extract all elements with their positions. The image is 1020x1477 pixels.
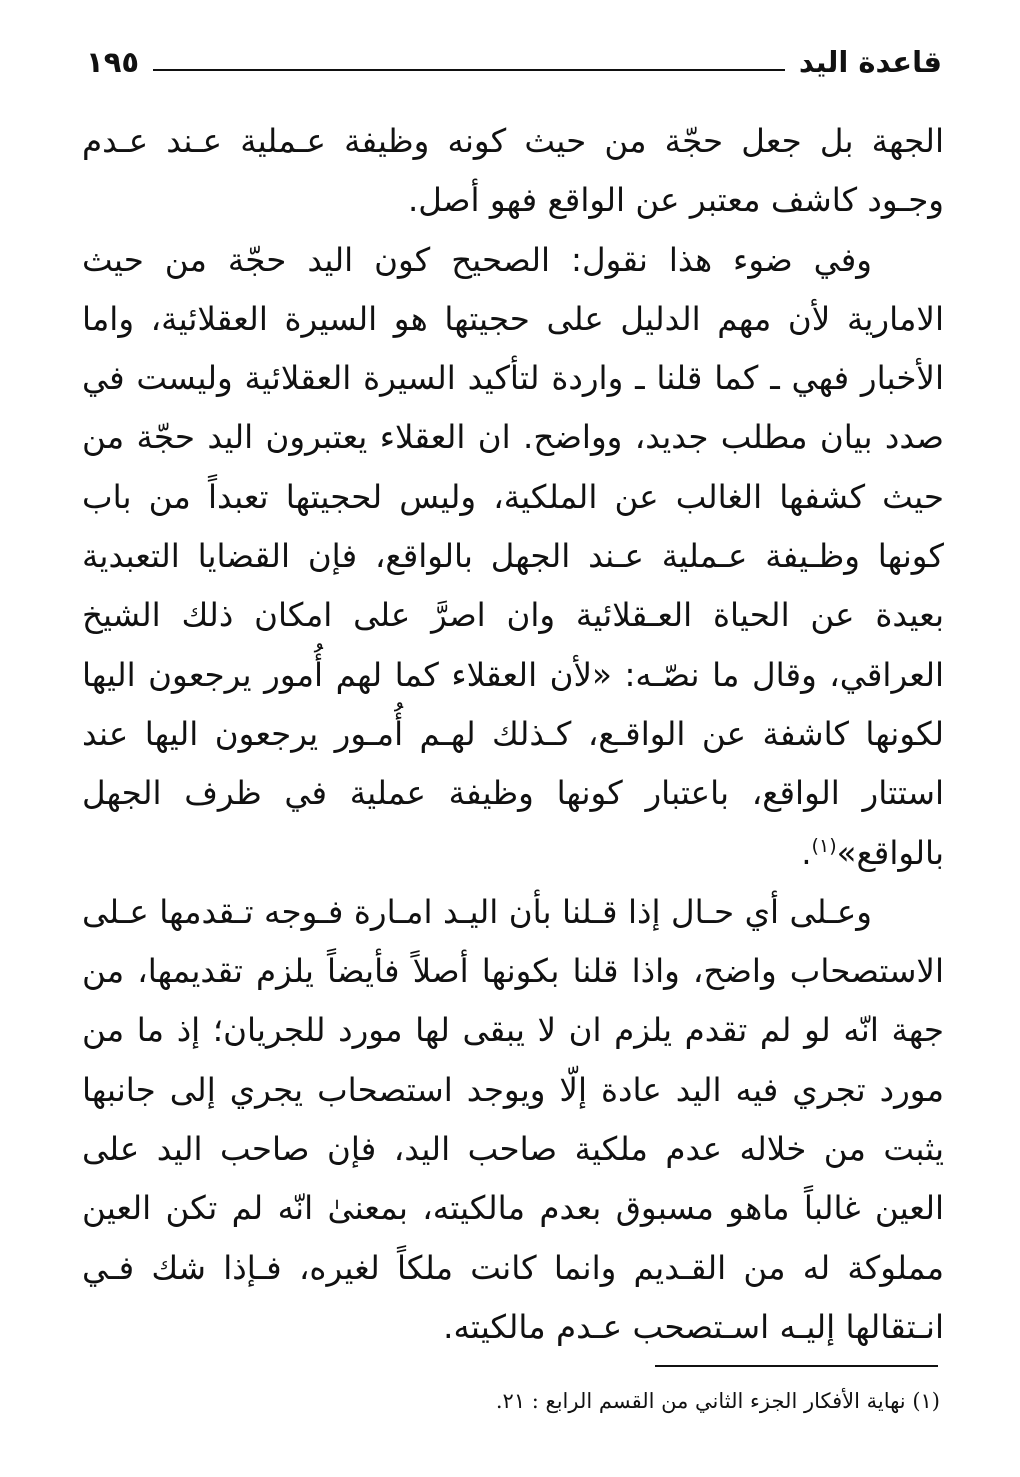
- main-text: [82, 112, 944, 1357]
- header-rule: [153, 69, 785, 71]
- running-header: [86, 40, 942, 84]
- paragraph: وعـلى أي حـال إذا قـلنا بأن اليـد امـارة فـوجه تـقدمها عـلى الاستصحاب واضح، واذا قلنا بكونها أصلاً فأيضاً يلزم تقديمها، من جهة انّه لو لم تقدم يلزم ان لا يبقى لها مورد للجريان؛ إذ ما من مورد تجري فيه اليد عادة إلّا ويوجد استصحاب يجري إلى جانبها يثبت من خلاله عدم ملكية صاحب اليد، فإن صاحب اليد على العين غالباً ماهو مسبوق بعدم مالكيته، بمعنىٰ انّه لم تكن العين مملوكة له من القـديم وانما كانت ملكاً لغيره، فـإذا شك فـي انـتقالها إليـه اسـتصحب عـدم مالكيته.: [82, 892, 944, 1346]
- paragraph-end-punctuation: .: [801, 833, 812, 872]
- footnote: (١) نهاية الأفكار الجزء الثاني من القسم الرابع : ٢١.: [495, 1389, 940, 1413]
- footnote-reference: (١): [811, 834, 837, 857]
- footnote-separator: [655, 1365, 938, 1367]
- paragraph: الجهة بل جعل حجّة من حيث كونه وظيفة عـملية عـند عـدم وجـود كاشف معتبر عن الواقع فهو أصل.: [82, 122, 944, 220]
- page-number: ١٩٥: [86, 45, 140, 79]
- paragraph: [82, 231, 944, 883]
- paragraph-text: وفي ضوء هذا نقول: الصحيح كون اليد حجّة من حيث الامارية لأن مهم الدليل على حجيتها هو السيرة العقلائية، واما الأخبار فهي ـ كما قلنا ـ واردة لتأكيد السيرة العقلائية وليست في صدد بيان مطلب جديد، وواضح. ان العقلاء يعتبرون اليد حجّة من حيث كشفها الغالب عن الملكية، وليس لحجيتها تعبداً من باب كونها وظـيفة عـملية عـند الجهل بالواقع، فإن القضايا التعبدية بعيدة عن الحياة العـقلائية وان اصرَّ على امكان ذلك الشيخ العراقي، وقال ما نصّـه: «لأن العقلاء كما لهم أُمور يرجعون اليها لكونها كاشفة عن الواقـع، كـذلك لهـم أُمـور يرجعون اليها عند استتار الواقع، باعتبار كونها وظيفة عملية في ظرف الجهل بالواقع»: [82, 240, 944, 872]
- running-header-title: قاعدة اليد: [798, 45, 942, 79]
